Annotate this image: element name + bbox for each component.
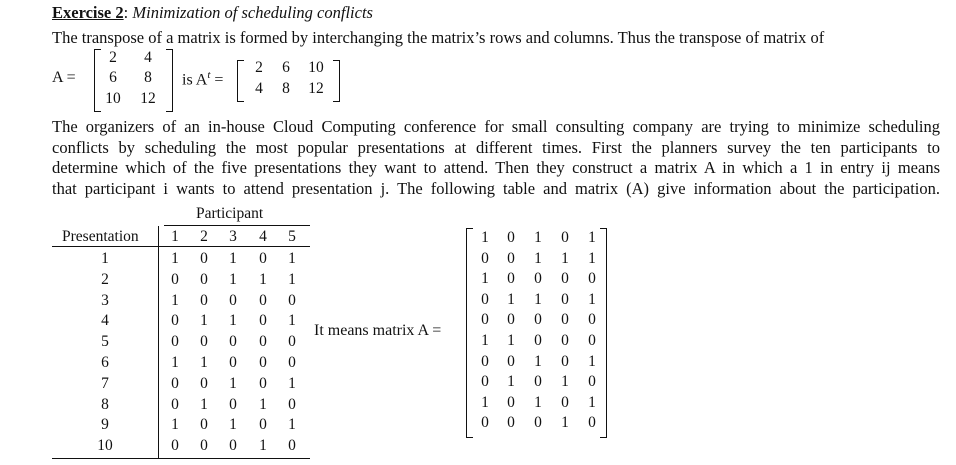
- matrix-a-entry: 10: [105, 90, 121, 107]
- heading-colon: :: [123, 3, 133, 22]
- table-cell: 0: [288, 395, 296, 413]
- matrix-a-big-left-bracket: [466, 228, 473, 438]
- matrix-entry: 0: [507, 352, 515, 370]
- matrix-at-right-bracket: [333, 60, 340, 102]
- table-cell: 0: [229, 333, 237, 351]
- matrix-entry: 1: [507, 373, 515, 391]
- exercise-title: Minimization of scheduling conflicts: [132, 3, 373, 22]
- row-label: 3: [101, 291, 109, 309]
- table-cell: 0: [288, 437, 296, 455]
- matrix-entry: 1: [534, 229, 542, 246]
- matrix-entry: 1: [534, 352, 542, 370]
- table-cell: 0: [171, 333, 179, 351]
- table-cell: 0: [200, 270, 208, 288]
- matrix-entry: 0: [588, 311, 596, 329]
- matrix-entry: 0: [507, 270, 515, 288]
- matrix-entry: 1: [561, 373, 569, 391]
- table-cell: 0: [259, 333, 267, 351]
- table-cell: 1: [229, 416, 237, 434]
- table-cell: 0: [259, 312, 267, 330]
- row-label: 5: [101, 333, 109, 351]
- table-cell: 0: [288, 333, 296, 351]
- row-label: 9: [101, 416, 109, 434]
- matrix-entry: 0: [507, 249, 515, 267]
- table-cell: 0: [259, 354, 267, 371]
- matrix-entry: 0: [561, 290, 569, 308]
- matrix-entry: 1: [481, 270, 489, 288]
- matrix-at-entry: 12: [308, 80, 324, 97]
- exercise-label: Exercise 2: [52, 3, 124, 22]
- matrix-entry: 0: [588, 414, 596, 432]
- matrix-entry: 1: [534, 393, 542, 411]
- transpose-superscript: t: [207, 69, 211, 81]
- table-cell: 0: [200, 437, 208, 455]
- matrix-at-entry: 8: [282, 80, 290, 97]
- column-header: 4: [259, 228, 267, 245]
- table-cell: 0: [259, 374, 267, 392]
- table-cell: 0: [171, 270, 179, 288]
- table-header-rule: [52, 246, 310, 247]
- matrix-a-entry: 6: [109, 69, 117, 86]
- matrix-entry: 0: [481, 373, 489, 391]
- matrix-at-left-bracket: [237, 60, 244, 102]
- table-cell: 1: [229, 312, 237, 330]
- table-cell: 0: [229, 395, 237, 413]
- matrix-a-label: A =: [52, 69, 76, 86]
- table-cell: 1: [288, 416, 296, 434]
- table-cell: 1: [259, 437, 267, 455]
- row-label: 10: [97, 437, 113, 455]
- table-cell: 0: [259, 250, 267, 267]
- matrix-entry: 0: [507, 414, 515, 432]
- matrix-a-statement: [314, 322, 441, 340]
- matrix-at-entry: 6: [282, 59, 290, 76]
- table-cell: 0: [229, 437, 237, 455]
- matrix-entry: 1: [588, 249, 596, 267]
- problem-paragraph: [52, 117, 940, 199]
- table-cell: 1: [288, 250, 296, 267]
- matrix-entry: 0: [507, 393, 515, 411]
- row-label: 2: [101, 270, 109, 288]
- table-cell: 1: [229, 250, 237, 267]
- table-cell: 1: [259, 395, 267, 413]
- matrix-entry: 0: [588, 332, 596, 349]
- row-label: 1: [101, 250, 109, 267]
- matrix-entry: 0: [481, 414, 489, 432]
- table-cell: 1: [171, 291, 179, 309]
- table-cell: 0: [259, 291, 267, 309]
- paragraph-line-4: that participant i wants to attend presentation j. The following table and matrix (A) give information about the participation.: [52, 178, 940, 198]
- matrix-entry: 1: [588, 393, 596, 411]
- matrix-entry: 0: [588, 270, 596, 288]
- row-label: 6: [101, 354, 109, 371]
- table-cell: 1: [200, 395, 208, 413]
- table-cell: 0: [171, 374, 179, 392]
- matrix-entry: 0: [561, 311, 569, 329]
- matrix-entry: 1: [481, 332, 489, 349]
- matrix-entry: 1: [588, 229, 596, 246]
- matrix-entry: 1: [507, 332, 515, 349]
- table-cell: 1: [288, 374, 296, 392]
- table-cell: 1: [229, 374, 237, 392]
- table-bottom-rule: [52, 458, 310, 459]
- matrix-entry: 0: [481, 290, 489, 308]
- matrix-entry: 1: [561, 414, 569, 432]
- matrix-entry: 0: [534, 270, 542, 288]
- row-label: 7: [101, 374, 109, 392]
- transpose-label-text: is A: [182, 71, 208, 89]
- table-cell: 1: [288, 312, 296, 330]
- table-cell: 1: [259, 270, 267, 288]
- matrix-a-entry: 2: [109, 49, 117, 66]
- exercise-heading: [52, 3, 373, 23]
- column-header: 3: [229, 228, 237, 245]
- matrix-entry: 0: [561, 229, 569, 246]
- matrix-entry: 0: [561, 352, 569, 370]
- table-cell: 0: [171, 395, 179, 413]
- matrix-entry: 1: [481, 229, 489, 246]
- table-cell: 1: [171, 354, 179, 371]
- matrix-a-right-bracket: [166, 49, 173, 112]
- table-cell: 1: [200, 354, 208, 371]
- matrix-a-entry: 12: [140, 90, 156, 107]
- row-label: 8: [101, 395, 109, 413]
- matrix-entry: 0: [561, 393, 569, 411]
- matrix-entry: 1: [534, 249, 542, 267]
- table-cell: 0: [229, 354, 237, 371]
- matrix-entry: 1: [588, 290, 596, 308]
- matrix-entry: 0: [561, 270, 569, 288]
- table-cell: 0: [259, 416, 267, 434]
- intro-text: The transpose of a matrix is formed by interchanging the matrix’s rows and columns. Thus the transpose of matrix of: [52, 28, 825, 47]
- matrix-entry: 1: [507, 290, 515, 308]
- transpose-label: [182, 69, 223, 89]
- matrix-entry: 1: [534, 290, 542, 308]
- table-cell: 1: [200, 312, 208, 330]
- table-vertical-rule: [158, 226, 159, 458]
- matrix-entry: 0: [481, 352, 489, 370]
- column-header: 2: [200, 228, 208, 245]
- table-cell: 1: [229, 270, 237, 288]
- matrix-entry: 0: [534, 414, 542, 432]
- matrix-entry: 1: [588, 352, 596, 370]
- matrix-entry: 0: [507, 311, 515, 329]
- table-cell: 0: [200, 374, 208, 392]
- paragraph-line-2: conflicts by scheduling the most popular presentations at different times. First the planners survey the ten participants to: [52, 137, 940, 157]
- table-cell: 0: [200, 416, 208, 434]
- matrix-entry: 0: [481, 249, 489, 267]
- table-cell: 0: [288, 291, 296, 309]
- matrix-entry: 1: [561, 249, 569, 267]
- table-cell: 1: [171, 250, 179, 267]
- matrix-entry: 0: [588, 373, 596, 391]
- participant-header: Participant: [196, 205, 264, 222]
- matrix-at-entry: 10: [308, 59, 324, 76]
- column-header: 5: [288, 228, 296, 245]
- table-cell: 0: [288, 354, 296, 371]
- table-cell: 0: [171, 312, 179, 330]
- matrix-at-entry: 4: [255, 80, 263, 97]
- paragraph-line-1: The organizers of an in-house Cloud Computing conference for small consulting company are trying to minimize scheduling: [52, 117, 940, 136]
- matrix-entry: 0: [534, 311, 542, 329]
- matrix-a-entry: 8: [144, 69, 152, 86]
- column-header: 1: [171, 228, 179, 245]
- matrix-entry: 0: [481, 311, 489, 329]
- table-cell: 0: [200, 250, 208, 267]
- transpose-equals: =: [210, 71, 224, 89]
- matrix-a-statement-text: It means matrix A =: [314, 322, 442, 339]
- table-cell: 0: [200, 333, 208, 351]
- table-cell: 1: [288, 270, 296, 288]
- presentation-header: Presentation: [62, 228, 139, 245]
- matrix-entry: 0: [534, 373, 542, 391]
- row-label: 4: [101, 312, 109, 330]
- matrix-entry: 0: [561, 332, 569, 349]
- table-cell: 1: [171, 416, 179, 434]
- paragraph-line-3: determine which of the five presentations they want to attend. Then they construct a matrix A in which a 1 in entry ij means: [52, 158, 940, 177]
- matrix-at-entry: 2: [255, 59, 263, 76]
- matrix-a-entry: 4: [144, 49, 152, 66]
- matrix-entry: 1: [481, 393, 489, 411]
- matrix-entry: 0: [534, 332, 542, 349]
- matrix-entry: 0: [507, 229, 515, 246]
- table-cell: 0: [171, 437, 179, 455]
- table-cell: 0: [200, 291, 208, 309]
- table-cell: 0: [229, 291, 237, 309]
- participant-header-rule: [164, 225, 310, 226]
